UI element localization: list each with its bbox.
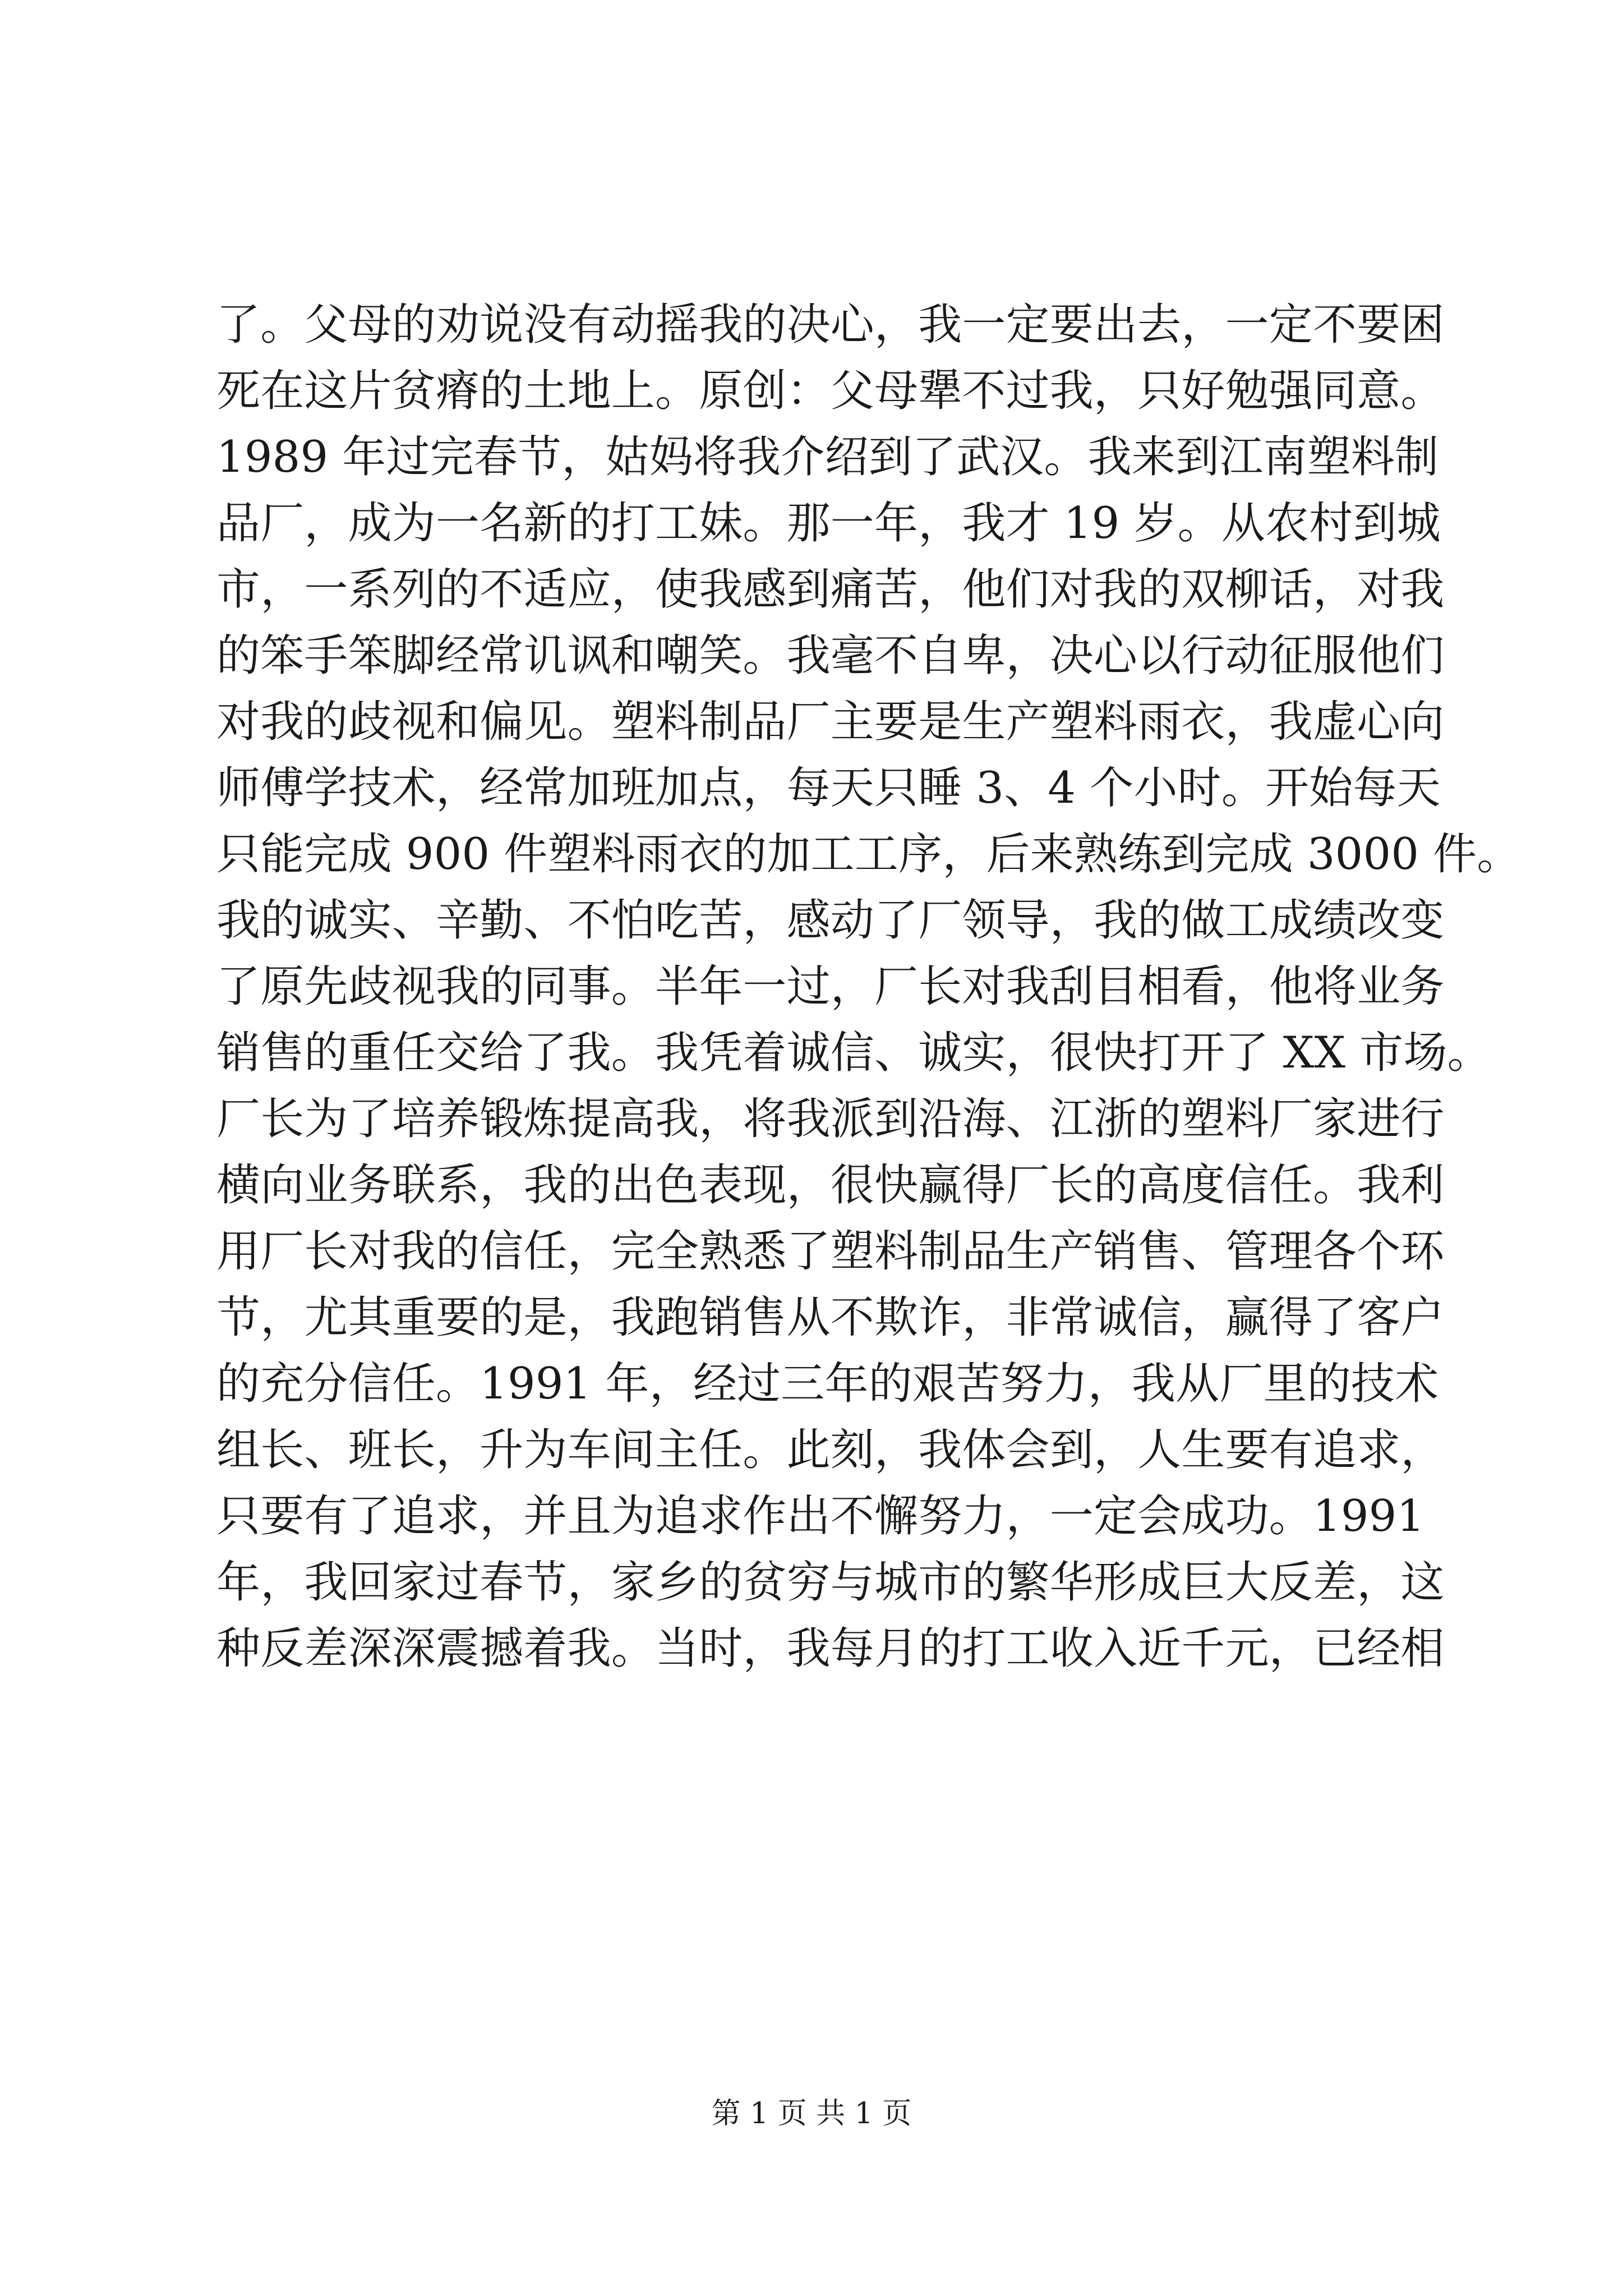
body-text xyxy=(216,292,1521,1682)
text-line: 师傅学技术，经常加班加点，每天只睡 3、4 个小时。开始每天 xyxy=(216,763,1441,813)
text-line: 我的诚实、辛勤、不怕吃苦，感动了厂领导，我的做工成绩改变 xyxy=(216,895,1445,946)
text-line: 品厂，成为一名新的打工妹。那一年，我才 19 岁。从农村到城 xyxy=(216,498,1441,549)
page-footer: 第 1 页 共 1 页 xyxy=(711,2097,912,2131)
text-line: 的笨手笨脚经常讥讽和嘲笑。我毫不自卑，决心以行动征服他们 xyxy=(216,631,1445,681)
text-line: 了原先歧视我的同事。半年一过，厂长对我刮目相看，他将业务 xyxy=(216,961,1445,1012)
text-line: 对我的歧视和偏见。塑料制品厂主要是生产塑料雨衣，我虚心向 xyxy=(216,697,1445,747)
text-line: 的充分信任。1991 年，经过三年的艰苦努力，我从厂里的技术 xyxy=(216,1359,1439,1409)
text-line: 用厂长对我的信任，完全熟悉了塑料制品生产销售、管理各个环 xyxy=(216,1226,1445,1277)
text-line: 组长、班长，升为车间主任。此刻，我体会到，人生要有追求， xyxy=(216,1425,1445,1475)
text-line: 1989 年过完春节，姑妈将我介绍到了武汉。我来到江南塑料制 xyxy=(216,432,1439,482)
text-line: 只能完成 900 件塑料雨衣的加工工序，后来熟练到完成 3000 件。 xyxy=(216,829,1521,880)
text-line: 节，尤其重要的是，我跑销售从不欺诈，非常诚信，赢得了客户 xyxy=(216,1292,1445,1343)
text-line: 市，一系列的不适应，使我感到痛苦，他们对我的双柳话，对我 xyxy=(216,564,1445,615)
text-line: 死在这片贫瘠的土地上。原创：父母犟不过我，只好勉强同意。 xyxy=(216,366,1445,416)
text-line: 销售的重任交给了我。我凭着诚信、诚实，很快打开了 XX 市场。 xyxy=(216,1028,1491,1078)
text-line: 横向业务联系，我的出色表现，很快赢得厂长的高度信任。我利 xyxy=(216,1160,1445,1211)
text-line: 厂长为了培养锻炼提高我，将我派到沿海、江浙的塑料厂家进行 xyxy=(216,1094,1445,1144)
text-line: 年，我回家过春节，家乡的贫穷与城市的繁华形成巨大反差，这 xyxy=(216,1557,1445,1608)
text-line: 种反差深深震撼着我。当时，我每月的打工收入近千元，已经相 xyxy=(216,1623,1445,1674)
text-line: 只要有了追求，并且为追求作出不懈努力，一定会成功。1991 xyxy=(216,1491,1425,1542)
text-line: 了。父母的劝说没有动摇我的决心，我一定要出去，一定不要困 xyxy=(216,300,1445,350)
